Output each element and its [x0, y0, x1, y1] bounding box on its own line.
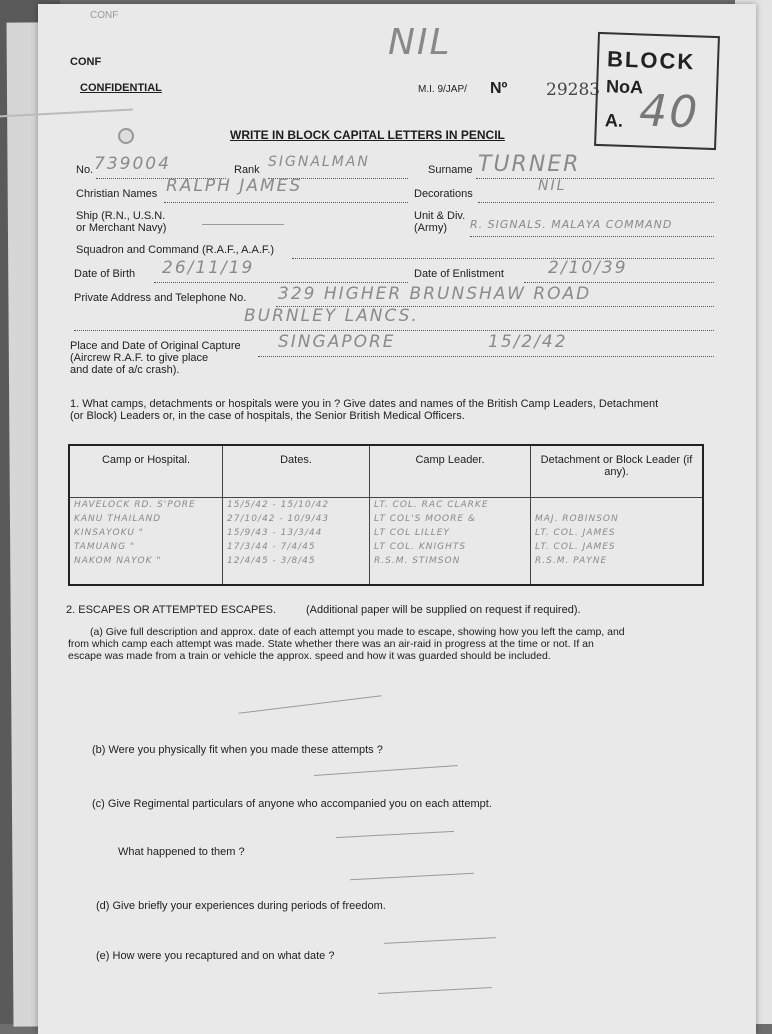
surname-value: TURNER — [478, 152, 581, 177]
table-cell: LT COL LILLEY — [374, 528, 450, 538]
table-cell: 12/4/45 - 3/8/45 — [227, 556, 316, 566]
instruction-heading: WRITE IN BLOCK CAPITAL LETTERS IN PENCIL — [230, 128, 505, 142]
dob-value: 26/11/19 — [162, 258, 255, 278]
q2a-line1: (a) Give full description and approx. date of each attempt you made to escape, showing how you left the camp, and — [90, 626, 625, 638]
q1-line1: 1. What camps, detachments or hospitals were you in ? Give dates and names of the British Camp Leaders, Detachment — [70, 398, 659, 410]
q2a-line3: escape was made from a train or vehicle the approx. speed and how it was guarded should be included. — [68, 650, 551, 662]
header-dates: Dates. — [223, 445, 370, 498]
confidential-heading: CONFIDENTIAL — [80, 82, 162, 94]
christian-names-label: Christian Names — [76, 188, 158, 200]
q2c-sub-text: What happened to them ? — [118, 846, 245, 858]
decorations-label: Decorations — [414, 188, 473, 200]
table-cell: 17/3/44 - 7/4/45 — [227, 542, 316, 552]
q2-heading: 2. ESCAPES OR ATTEMPTED ESCAPES. — [66, 604, 277, 616]
address-line1: 329 HIGHER BRUNSHAW ROAD — [278, 284, 592, 304]
ref-number: M.I. 9/JAP/ — [418, 84, 467, 95]
ship-label-2: or Merchant Navy) — [76, 222, 167, 234]
header-camp: Camp or Hospital. — [69, 445, 223, 498]
serial-number: 29283 — [546, 80, 601, 100]
q1-line2: (or Block) Leaders or, in the case of hospitals, the Senior British Medical Officers. — [70, 410, 465, 422]
capture-date: 15/2/42 — [488, 332, 568, 352]
table-cell: LT. COL. RAC CLARKE — [374, 500, 489, 510]
table-cell: LT COL. KNIGHTS — [374, 542, 467, 552]
decorations-value: NIL — [538, 178, 567, 194]
block-stamp-line2: NoA — [605, 76, 644, 98]
punch-hole — [118, 128, 134, 144]
table-cell: NAKOM NAYOK " — [74, 556, 162, 566]
squadron-label: Squadron and Command (R.A.F., A.A.F.) — [76, 244, 275, 256]
q2d-text: (d) Give briefly your experiences during periods of freedom. — [96, 900, 386, 912]
table-cell: KINSAYOKU " — [74, 528, 144, 538]
header-detachment: Detachment or Block Leader (if any). — [531, 445, 704, 498]
capture-label-2: (Aircrew R.A.F. to give place — [70, 352, 209, 364]
table-cell: LT COL'S MOORE & — [374, 514, 476, 524]
q2a-line2: from which camp each attempt was made. State whether there was an air-raid in progress at the time or not. If an — [68, 638, 594, 650]
unit-label-2: (Army) — [414, 222, 447, 234]
q2c-text: (c) Give Regimental particulars of anyone who accompanied you on each attempt. — [92, 798, 492, 810]
table-cell: HAVELOCK RD. S'PORE — [74, 500, 196, 510]
table-cell: LT. COL. JAMES — [535, 542, 616, 552]
block-number: 40 — [638, 85, 701, 139]
camps-table — [68, 444, 704, 586]
q2e-text: (e) How were you recaptured and on what date ? — [96, 950, 335, 962]
table-cell — [535, 500, 698, 514]
rank-value: SIGNALMAN — [268, 154, 370, 170]
q2b-text: (b) Were you physically fit when you made these attempts ? — [92, 744, 383, 756]
table-cell: KANU THAILAND — [74, 514, 162, 524]
no-symbol: Nº — [490, 80, 508, 97]
detachment-column — [531, 498, 704, 586]
table-cell: R.S.M. STIMSON — [374, 556, 461, 566]
christian-names-value: RALPH JAMES — [166, 176, 303, 196]
leader-column — [370, 498, 531, 586]
dob-label: Date of Birth — [74, 268, 136, 280]
rank-label: Rank — [234, 164, 260, 176]
capture-label-1: Place and Date of Original Capture — [70, 340, 241, 352]
capture-place: SINGAPORE — [278, 332, 396, 352]
table-cell: LT. COL. JAMES — [535, 528, 616, 538]
no-value: 739004 — [94, 154, 171, 174]
unit-value: R. SIGNALS. MALAYA COMMAND — [470, 218, 673, 231]
block-stamp-line3: A. — [604, 110, 624, 131]
enlistment-label: Date of Enlistment — [414, 268, 504, 280]
camp-column — [69, 498, 223, 586]
header-camp-leader: Camp Leader. — [370, 445, 531, 498]
table-cell: 15/5/42 - 15/10/42 — [227, 500, 330, 510]
table-cell: R.S.M. PAYNE — [535, 556, 608, 566]
block-stamp — [594, 32, 720, 150]
table-cell: TAMUANG " — [74, 542, 136, 552]
q2-heading-note: (Additional paper will be supplied on request if required). — [306, 604, 581, 616]
document-page — [38, 4, 756, 1034]
capture-label-3: and date of a/c crash). — [70, 364, 180, 376]
nil-stamp: NIL — [388, 22, 452, 63]
table-cell: MAJ. ROBINSON — [535, 514, 619, 524]
dates-column — [223, 498, 370, 586]
ship-label-1: Ship (R.N., U.S.N. — [76, 210, 166, 222]
no-label: No. — [76, 164, 94, 176]
table-cell: 27/10/42 - 10/9/43 — [227, 514, 330, 524]
conf-top-fragment: CONF — [90, 10, 119, 21]
conf-fragment: CONF — [70, 56, 102, 68]
block-stamp-line1: BLOCK — [606, 46, 696, 75]
address-label: Private Address and Telephone No. — [74, 292, 247, 304]
surname-label: Surname — [428, 164, 473, 176]
unit-label-1: Unit & Div. — [414, 210, 466, 222]
address-line2: BURNLEY LANCS. — [244, 306, 419, 326]
table-cell: 15/9/43 - 13/3/44 — [227, 528, 323, 538]
enlistment-value: 2/10/39 — [548, 258, 628, 278]
